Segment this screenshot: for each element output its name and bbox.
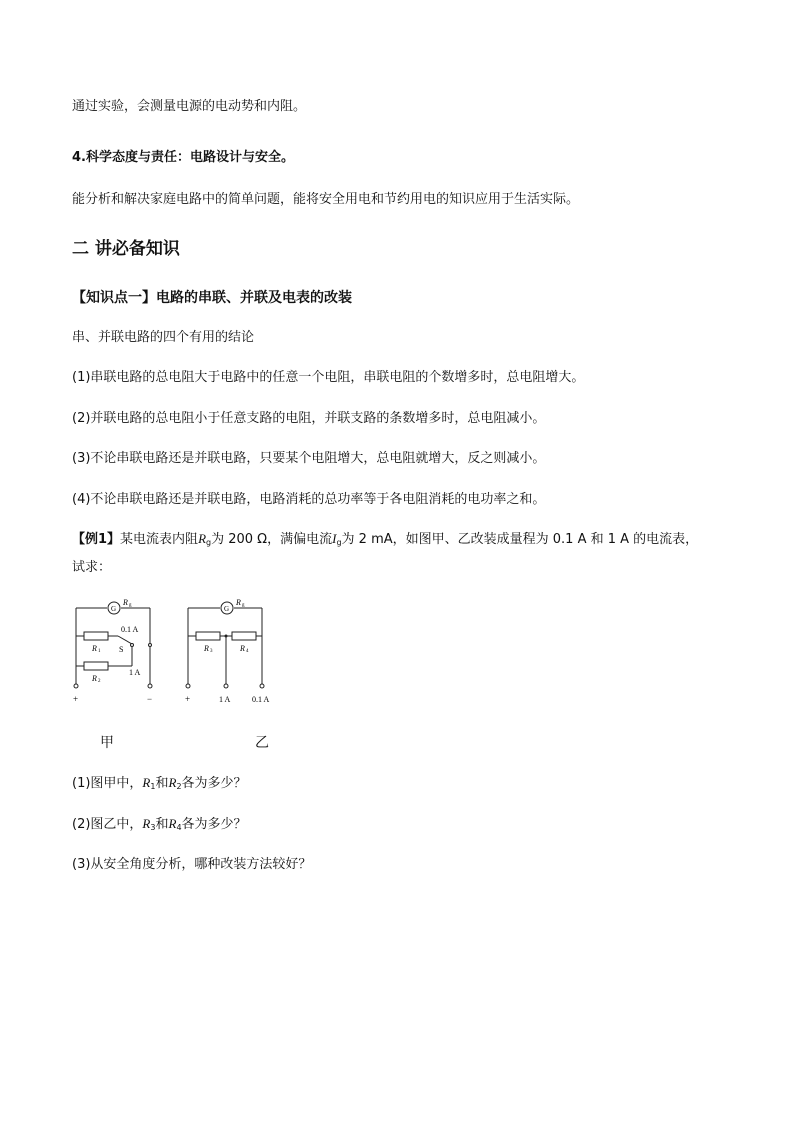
q1-mid: 和 <box>155 776 169 791</box>
r2-sub-a: 2 <box>98 679 101 684</box>
switch-label-a: S <box>119 645 124 654</box>
resistor-r2 <box>84 662 108 670</box>
terminal-plus-a <box>74 684 78 688</box>
q1-r2-sub: 2 <box>176 782 182 791</box>
example1-text-1: 某电流表内阻 <box>120 532 199 547</box>
q2-r4: R <box>168 816 177 831</box>
conclusion-1: (1)串联电路的总电阻大于电路中的任意一个电阻，串联电阻的个数增多时，总电阻增大。 <box>72 370 585 385</box>
question-2 <box>72 813 247 832</box>
circuit-diagram-a <box>70 596 170 708</box>
r1-sub-a: 1 <box>98 649 101 654</box>
r2-label-a: R <box>92 674 97 683</box>
q1-r2: R <box>168 775 177 790</box>
resistor-r4 <box>232 632 256 640</box>
q1-r1-sub: 1 <box>150 782 156 791</box>
r1-label-a: R <box>92 644 97 653</box>
conclusions-intro: 串、并联电路的四个有用的结论 <box>72 330 255 345</box>
minus-label-a: − <box>147 694 153 704</box>
q2-r3: R <box>142 816 151 831</box>
caption-a: 甲 <box>100 735 114 751</box>
q1-end: 各为多少？ <box>181 776 247 791</box>
plus-label-a: + <box>73 694 79 704</box>
q2-prefix: (2)图乙中， <box>72 817 143 832</box>
range-label-1a: 1 A <box>129 668 141 677</box>
galvanometer-label-b: G <box>224 605 230 613</box>
terminal-minus-a <box>148 684 152 688</box>
item4-body: 能分析和解决家庭电路中的简单问题，能将安全用电和节约用电的知识应用于生活实际。 <box>72 192 580 207</box>
range-label-01a: 0.1 A <box>121 625 139 634</box>
example1-prompt: 试求： <box>72 560 112 575</box>
conclusion-4: (4)不论串联电路还是并联电路，电路消耗的总功率等于各电阻消耗的电功率之和。 <box>72 492 546 507</box>
r3-sub-b: 3 <box>210 649 213 654</box>
example1-text-3: 为 2 mA，如图甲、乙改装成量程为 0.1 A 和 1 A 的电流表， <box>341 532 699 547</box>
q2-end: 各为多少？ <box>181 817 247 832</box>
item4-title: 4.科学态度与责任：电路设计与安全。 <box>72 150 294 165</box>
terminal-label-1a: 1 A <box>219 695 231 704</box>
section2-title: 二 讲必备知识 <box>72 239 180 259</box>
terminal-plus-b <box>186 684 190 688</box>
q2-r3-sub: 3 <box>150 823 156 832</box>
ig-subscript: g <box>336 538 342 547</box>
resistor-r3 <box>196 632 220 640</box>
kp1-title: 【知识点一】电路的串联、并联及电表的改装 <box>72 290 352 306</box>
rg-sub-b: g <box>242 603 245 608</box>
caption-b: 乙 <box>255 735 269 751</box>
circuit-diagram-b <box>182 596 282 708</box>
example1-text-2: 为 200 Ω，满偏电流 <box>211 532 333 547</box>
example1-tag: 【例1】 <box>72 532 121 547</box>
rg-label-b: R <box>236 598 241 607</box>
q2-r4-sub: 4 <box>176 823 182 832</box>
galvanometer-label-a: G <box>111 605 117 613</box>
terminal-01a-b <box>260 684 264 688</box>
plus-label-b: + <box>185 694 191 704</box>
terminal-1a-b <box>224 684 228 688</box>
q2-mid: 和 <box>155 817 169 832</box>
question-3: (3)从安全角度分析，哪种改装方法较好？ <box>72 857 312 872</box>
r4-label-b: R <box>240 644 245 653</box>
ig-symbol: I <box>332 531 337 546</box>
r4-sub-b: 4 <box>246 649 249 654</box>
example1-statement <box>72 528 698 547</box>
r3-label-b: R <box>204 644 209 653</box>
q1-prefix: (1)图甲中， <box>72 776 143 791</box>
rg-label-a: R <box>123 598 128 607</box>
resistor-r1 <box>84 632 108 640</box>
question-1 <box>72 772 247 791</box>
rg-sub-a: g <box>129 603 132 608</box>
terminal-label-01a: 0.1 A <box>252 695 270 704</box>
conclusion-3: (3)不论串联电路还是并联电路，只要某个电阻增大，总电阻就增大，反之则减小。 <box>72 451 546 466</box>
conclusion-2: (2)并联电路的总电阻小于任意支路的电阻，并联支路的条数增多时，总电阻减小。 <box>72 411 546 426</box>
rg-subscript: g <box>206 538 212 547</box>
rg-symbol: R <box>198 531 207 546</box>
intro-line: 通过实验，会测量电源的电动势和内阻。 <box>72 99 307 114</box>
q1-r1: R <box>142 775 151 790</box>
